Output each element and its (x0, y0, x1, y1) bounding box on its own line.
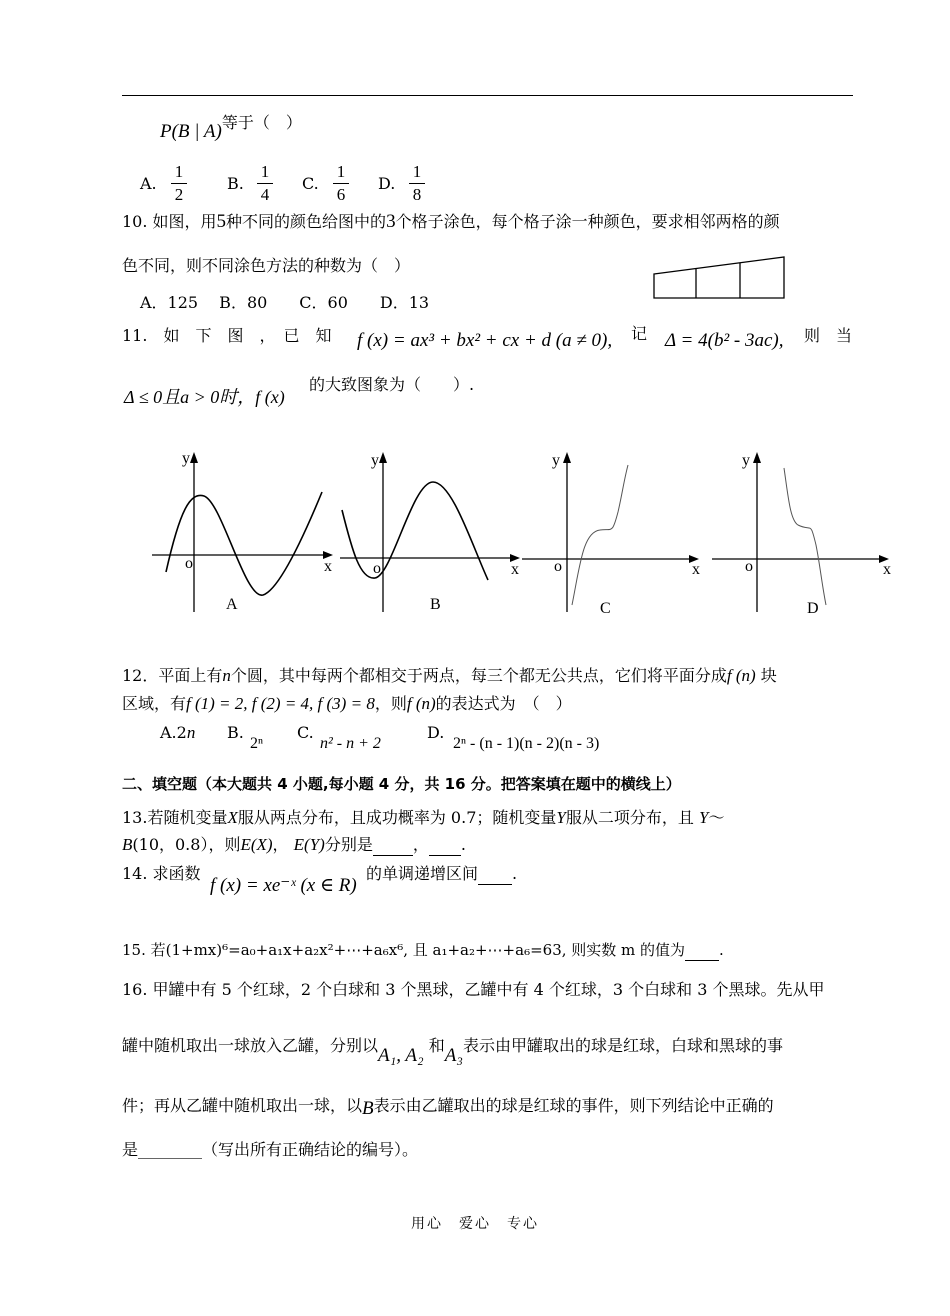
graph-a-origin-label: o (185, 555, 193, 572)
q9-opt-d-label: D. (378, 174, 396, 193)
q14-lead: 14. 求函数 (122, 864, 201, 883)
graph-d-y-label: y (742, 452, 750, 469)
q11-lead: 11. 如 下 图 ， 已 知 (122, 326, 332, 345)
graph-c-curve (572, 465, 628, 605)
q12-opt-b-value: 2ⁿ (250, 735, 264, 752)
q11-condition: Δ ≤ 0且a > 0时，f (x) (124, 387, 285, 407)
graph-b-y-label: y (371, 452, 379, 469)
q15-text: 15. 若(1+mx)⁶=a₀+a₁x+a₂x²+⋯+a₆x⁶, 且 a₁+a₂+⋯+a₆=63, 则实数 m 的值为 . (122, 941, 724, 959)
q15-blank[interactable] (685, 940, 719, 961)
graph-a-y-arrow (190, 452, 198, 463)
graph-b-curve (342, 482, 488, 580)
graph-c-origin-label: o (554, 558, 562, 575)
page-footer: 用心 爱心 专心 (411, 1216, 539, 1232)
q9-opt-b-label: B. (227, 174, 244, 193)
q11-tail: 的大致图象为（ ）. (309, 375, 475, 394)
q14-blank[interactable] (478, 864, 512, 885)
q10-options: A．125 B．80 C．60 D．13 (140, 293, 430, 312)
graph-c-y-label: y (552, 452, 560, 469)
graph-d-origin-label: o (745, 558, 753, 575)
q12-line1: 12．平面上有n个圆，其中每两个都相交于两点，每三个都无公共点，它们将平面分成f (n) 块 (122, 666, 777, 685)
conditional-probability: P(B | A) (160, 121, 222, 142)
q13-blank-1[interactable] (373, 835, 413, 856)
graph-c-x-label: x (692, 561, 700, 578)
graph-d-curve (784, 468, 826, 605)
q12-opt-c-label: C. (297, 723, 314, 742)
q16-line4: 是________（写出所有正确结论的编号）。 (122, 1140, 419, 1159)
header-rule (122, 95, 853, 96)
q11-delta: Δ = 4(b² - 3ac), (665, 330, 784, 351)
q14-function: f (x) = xe⁻ˣ (x ∈ R) (210, 875, 357, 896)
q9-opt-c-fraction: 1 6 (333, 162, 349, 205)
graph-c (522, 452, 699, 612)
graph-d (712, 452, 889, 612)
q9-opt-a-fraction: 1 2 (171, 162, 187, 205)
q14-tail: 的单调递增区间 . (366, 864, 518, 883)
graph-b-origin-label: o (373, 560, 381, 577)
q12-opt-c-value: n² - n + 2 (320, 735, 381, 752)
q11-ji: 记 (631, 324, 648, 343)
q13-blank-2[interactable] (429, 835, 461, 856)
q9-opt-d-fraction: 1 8 (409, 162, 425, 205)
graph-c-y-arrow (563, 452, 571, 463)
q12-line2: 区域，有f (1) = 2, f (2) = 4, f (3) = 8，则f (n)的表达式为 （ ） (122, 694, 572, 713)
graph-a-y-label: y (182, 450, 190, 467)
q12-opt-a: A.2n (160, 723, 196, 742)
q9-opt-b-fraction: 1 4 (257, 162, 273, 205)
q11-ze: 则 当 (804, 326, 853, 345)
graph-b-label: B (430, 596, 441, 613)
q12-opt-d-label: D. (427, 723, 445, 742)
graph-b (340, 452, 520, 612)
q13-line1: 13.若随机变量X服从两点分布，且成功概率为 0.7；随机变量Y服从二项分布，且 Y～ (122, 808, 725, 827)
section-heading: 二、填空题（本大题共 4 小题,每小题 4 分，共 16 分。把答案填在题中的横线上） (122, 775, 681, 793)
graph-d-label: D (807, 600, 819, 617)
graph-d-x-label: x (883, 561, 891, 578)
graph-a-curve (166, 492, 322, 595)
graph-b-x-label: x (511, 561, 519, 578)
q16-line1: 16. 甲罐中有 5 个红球，2 个白球和 3 个黑球，乙罐中有 4 个红球，3 个白球和 3 个黑球。先从甲 (122, 980, 825, 999)
q9-opt-a-label: A. (140, 174, 157, 193)
q12-opt-b-label: B. (227, 723, 244, 742)
graph-a-label: A (226, 596, 238, 613)
graph-a (152, 452, 333, 612)
graph-b-y-arrow (379, 452, 387, 463)
q12-opt-d-value: 2ⁿ - (n - 1)(n - 2)(n - 3) (453, 735, 600, 752)
q10-line1: 10. 如图，用5种不同的颜色给图中的3个格子涂色，每个格子涂一种颜色，要求相邻两格的颜 (122, 211, 780, 232)
q9-continuation (160, 112, 302, 142)
q11-function: f (x) = ax³ + bx² + cx + d (a ≠ 0), (357, 330, 613, 351)
q10-line2: 色不同，则不同涂色方法的种数为（ ） (122, 256, 411, 275)
graph-c-label: C (600, 600, 611, 617)
graph-d-y-arrow (753, 452, 761, 463)
graph-a-x-label: x (324, 558, 332, 575)
q10-grid-figure (652, 254, 792, 302)
q9-opt-c-label: C. (302, 174, 319, 193)
q16-line2: 罐中随机取出一球放入乙罐，分别以A₁, A₂ 和A₃表示由甲罐取出的球是红球，白球和黑球的事 (122, 1036, 783, 1066)
q16-line3: 件；再从乙罐中随机取出一球，以B表示由乙罐取出的球是红球的事件，则下列结论中正确的 (122, 1096, 774, 1119)
cont-tail: 等于（ ） (221, 113, 302, 132)
q13-line2: B(10，0.8），则E(X)， E(Y)分别是 ， . (122, 835, 466, 854)
